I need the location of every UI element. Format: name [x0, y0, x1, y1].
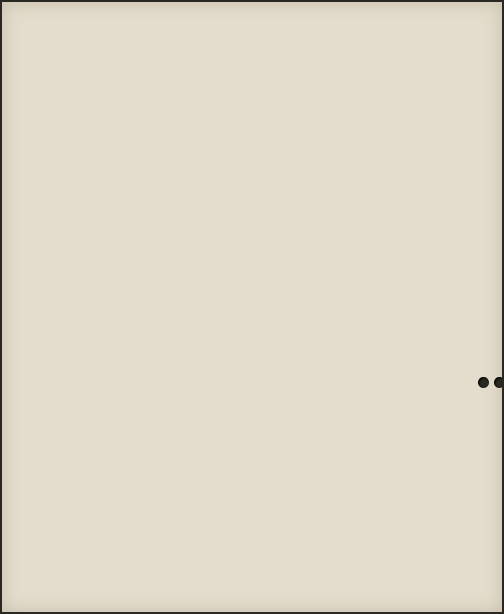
punch-hole [494, 377, 502, 388]
document-page [2, 2, 502, 612]
punch-hole [478, 377, 489, 388]
